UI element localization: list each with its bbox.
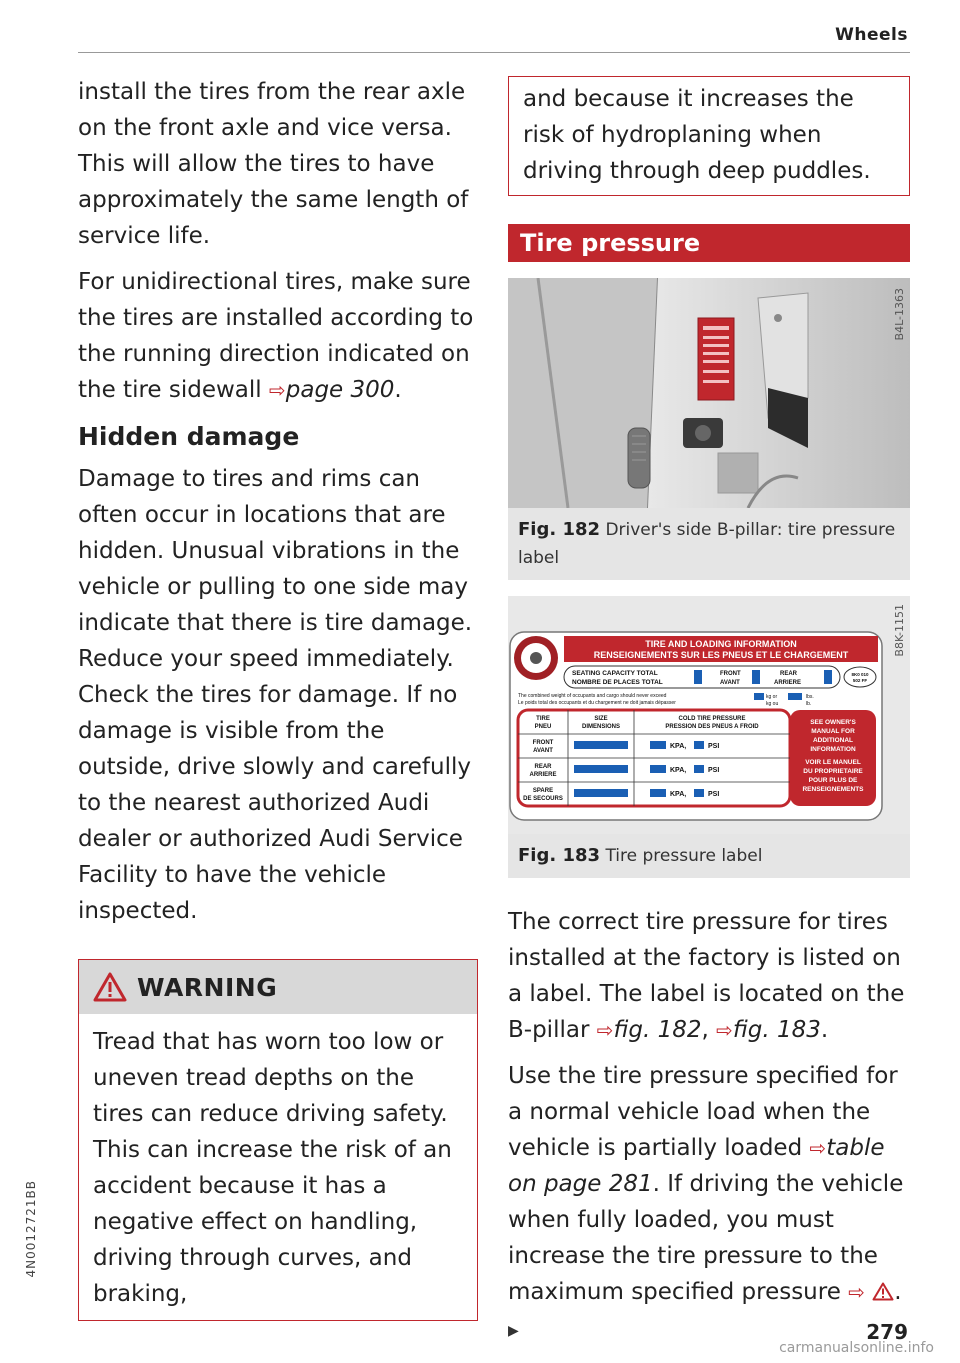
lbs: lbs. xyxy=(806,694,814,700)
figure-182-caption-text: Driver's side B-pillar: tire pressure label xyxy=(518,520,896,568)
b-pillar-photo xyxy=(508,278,910,508)
comma: , xyxy=(701,1017,709,1043)
see-manual-7: POUR PLUS DE xyxy=(808,777,858,784)
xref-arrow-icon: ⇨ xyxy=(809,1136,827,1160)
combined-weight-fr: Le poids total des occupants et du chargement ne doit jamais dépasser xyxy=(518,700,676,706)
front-label-fr: AVANT xyxy=(720,680,740,686)
label-title-en: TIRE AND LOADING INFORMATION xyxy=(645,639,797,649)
row-front-fr: AVANT xyxy=(533,748,553,754)
combined-weight: The combined weight of occupants and cargo should never exceed xyxy=(518,693,667,699)
see-manual-8: RENSEIGNEMENTS xyxy=(802,786,864,793)
spare-kpa: KPA, xyxy=(670,791,687,798)
continue-arrow-icon: ▶ xyxy=(508,1323,519,1339)
front-kpa: KPA, xyxy=(670,743,687,750)
hidden-damage-paragraph: Damage to tires and rims can often occur in locations that are hidden. Unusual vibrations in the vehicle or pulling to one side may indicate that there is tire damage. Reduce your speed immediately. Check the tires for damage. If no damage is visible from the outside, drive slowly and carefully to the nearest authorized Audi dealer or authorized Audi Service Facility to have the vehicle inspected. xyxy=(78,466,473,924)
paragraph-label-location xyxy=(508,904,910,1048)
spare-psi: PSI xyxy=(708,791,720,798)
period: . xyxy=(394,377,402,403)
col-size: SIZE xyxy=(594,716,608,722)
label-location-text: The correct tire pressure for tires installed at the factory is listed on a label. The label is located on the B-pillar xyxy=(508,909,905,1043)
label-title-fr: RENSEIGNEMENTS SUR LES PNEUS ET LE CHARGEMENT xyxy=(593,650,849,660)
figure-182-number: Fig. 182 xyxy=(518,519,601,540)
paragraph-tire-rotation: install the tires from the rear axle on the front axle and vice versa. This will allow the tires to have approximately the same length of service life. xyxy=(78,79,469,249)
figure-183 xyxy=(508,596,910,878)
figure-183-caption xyxy=(508,834,910,878)
see-manual-3: ADDITIONAL xyxy=(812,737,854,744)
xref-arrow-icon: ⇨ xyxy=(269,378,286,402)
tire-pressure-label-illustration xyxy=(508,596,910,834)
see-manual-5: VOIR LE MANUEL xyxy=(805,759,861,766)
xref-arrow-icon: ⇨ xyxy=(848,1280,865,1304)
table-page-281-link[interactable]: table on page 281 xyxy=(508,1135,885,1197)
fig-182-link[interactable]: fig. 182 xyxy=(613,1017,702,1043)
row-spare-fr: DE SECOURS xyxy=(523,796,563,802)
b-pillar-illustration xyxy=(508,278,910,508)
front-label: FRONT xyxy=(720,671,741,677)
rear-psi: PSI xyxy=(708,767,720,774)
see-manual-4: INFORMATION xyxy=(810,746,856,753)
paragraph-load-pressure xyxy=(508,1058,910,1349)
fig-183-link[interactable]: fig. 183 xyxy=(732,1017,821,1043)
rear-label: REAR xyxy=(780,671,798,677)
xref-arrow-icon: ⇨ xyxy=(596,1018,614,1042)
page-number: 279 xyxy=(866,1320,908,1344)
warning-text: Tread that has worn too low or uneven tread depths on the tires can reduce driving safety. This can increase the risk of an accident because it has a negative effect on handling, driving through curves, and braking, xyxy=(93,1029,452,1307)
col-tire-fr: PNEU xyxy=(534,724,552,730)
label-stamp-1: 8K0 010 xyxy=(851,672,869,677)
kg-or: kg or xyxy=(766,694,778,700)
col-size-fr: DIMENSIONS xyxy=(581,724,621,730)
seating-capacity-fr: NOMBRE DE PLACES TOTAL xyxy=(572,679,663,686)
period: . xyxy=(820,1017,829,1043)
row-rear-fr: ARRIERE xyxy=(529,772,557,778)
document-code: 4N0012721BB xyxy=(24,1180,38,1278)
figure-183-caption-text: Tire pressure label xyxy=(605,846,763,866)
row-spare: SPARE xyxy=(532,788,554,794)
load-pressure-text-2: . If driving the vehicle when fully loaded, you must increase the tire pressure to the maximum specified pressure xyxy=(508,1171,904,1305)
tire-pressure-body xyxy=(508,904,910,1349)
warning-box xyxy=(78,959,478,1321)
warning-triangle-icon[interactable] xyxy=(872,1282,894,1301)
col-tire: TIRE xyxy=(536,716,550,722)
page-header-title: Wheels xyxy=(835,25,908,45)
warning-header xyxy=(79,960,477,1014)
figure-182 xyxy=(508,278,910,580)
load-pressure-text: Use the tire pressure specified for a normal vehicle load when the vehicle is partially loaded xyxy=(508,1063,898,1161)
see-manual-6: DU PROPRIETAIRE xyxy=(803,768,863,775)
warning-continuation-box xyxy=(508,76,910,196)
col-pressure-fr: PRESSION DES PNEUS A FROID xyxy=(665,724,759,730)
figure-183-code: B8K-1151 xyxy=(893,604,906,657)
lb: lb. xyxy=(806,701,812,707)
figure-182-caption xyxy=(508,508,910,580)
see-manual-1: SEE OWNER'S xyxy=(810,719,856,726)
tire-pressure-label-image xyxy=(508,596,910,834)
section-title-tire-pressure: Tire pressure xyxy=(508,224,910,262)
col-pressure: COLD TIRE PRESSURE xyxy=(678,716,746,722)
row-front: FRONT xyxy=(532,740,554,746)
label-stamp-2: 502 FF xyxy=(852,678,868,683)
row-rear: REAR xyxy=(534,764,552,770)
paragraph-unidirectional xyxy=(78,264,478,408)
unidirectional-text: For unidirectional tires, make sure the tires are installed according to the running direction indicated on the tire sidewall xyxy=(78,269,474,403)
page-300-link[interactable]: page 300 xyxy=(285,377,395,403)
front-psi: PSI xyxy=(708,743,720,750)
left-column xyxy=(78,74,478,1321)
rear-label-fr: ARRIERE xyxy=(774,680,802,686)
figure-183-number: Fig. 183 xyxy=(518,845,601,866)
figure-182-code: B4L-1363 xyxy=(893,288,906,341)
warning-continuation-text: and because it increases the risk of hydroplaning when driving through deep puddles. xyxy=(523,86,871,184)
kg-ou: kg ou xyxy=(766,701,779,707)
rear-kpa: KPA, xyxy=(670,767,687,774)
watermark: carmanualsonline.info xyxy=(779,1340,934,1356)
see-manual-2: MANUAL FOR xyxy=(811,728,855,735)
warning-title: WARNING xyxy=(137,972,278,1002)
xref-arrow-icon: ⇨ xyxy=(716,1018,733,1042)
right-column xyxy=(508,76,910,1349)
period: . xyxy=(894,1279,902,1305)
hidden-damage-heading: Hidden damage xyxy=(78,422,300,451)
seating-capacity: SEATING CAPACITY TOTAL xyxy=(572,670,658,677)
header-divider xyxy=(78,52,910,53)
warning-triangle-icon xyxy=(93,972,127,1002)
